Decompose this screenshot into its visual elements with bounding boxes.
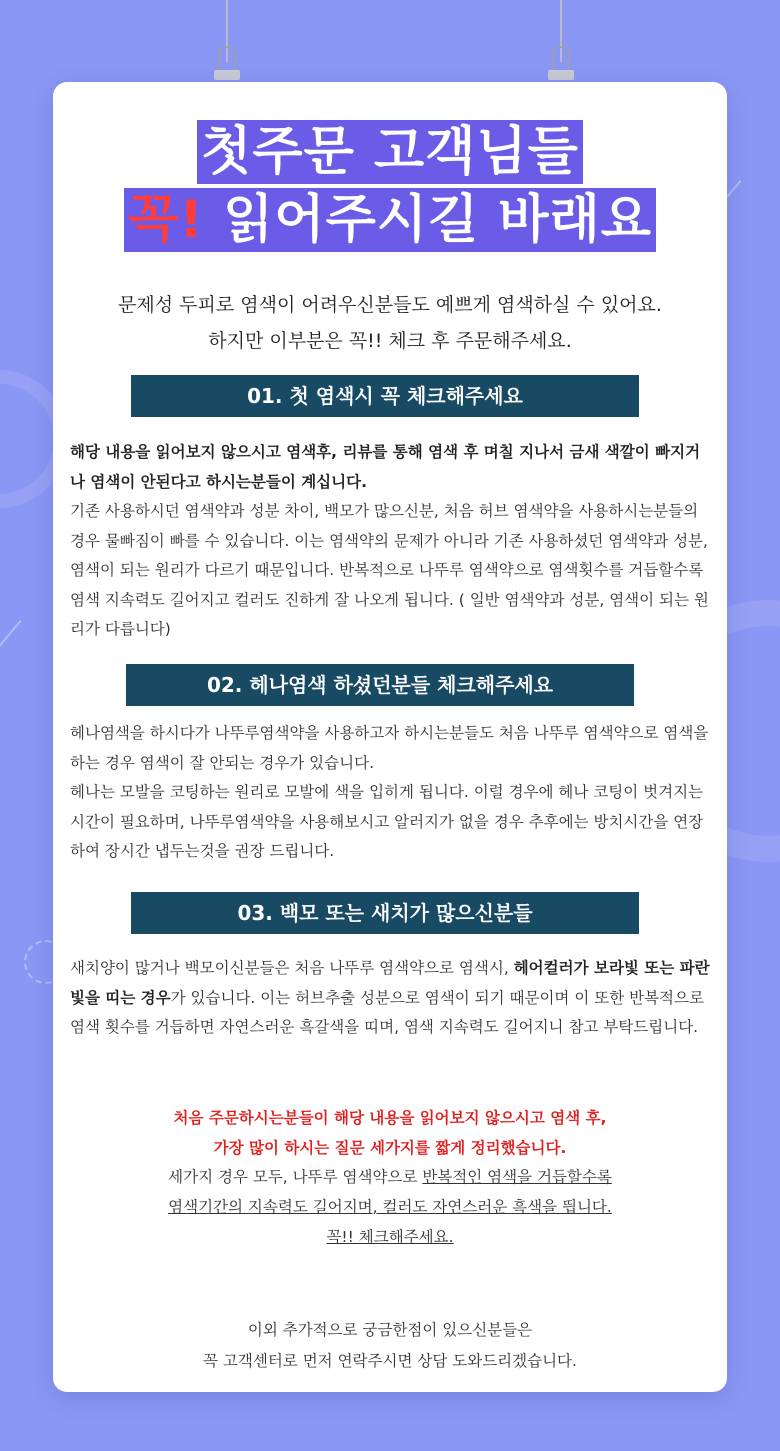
background-diagonal-line <box>0 620 22 690</box>
summary-underlined-text: 반복적인 염색을 거듭할수록 <box>422 1168 612 1186</box>
binder-clip-icon <box>214 46 240 80</box>
section-2-body <box>70 719 710 867</box>
section-3-text: 새치양이 많거나 백모이신분들은 처음 나뚜루 염색약으로 염색시, <box>70 959 514 977</box>
title-line-1: 첫주문 고객님들 <box>197 120 583 184</box>
footer-contact-note <box>53 1315 727 1377</box>
section-3-heading: 03. 백모 또는 새치가 많으신분들 <box>131 892 639 934</box>
title-accent: 꼭! <box>127 190 204 250</box>
summary-note <box>53 1162 727 1252</box>
section-1-bold-text: 해당 내용을 읽어보지 않으시고 염색후, 리뷰를 통해 염색 후 며칠 지나서 금새 색깔이 빠지거나 염색이 안된다고 하시는분들이 계십니다. <box>70 443 701 491</box>
summary-underlined-text: 꼭!! 체크해주세요. <box>326 1228 454 1246</box>
intro-line: 하지만 이부분은 꼭!! 체크 후 주문해주세요. <box>208 330 572 352</box>
page-title <box>53 120 727 252</box>
summary-red-note <box>53 1103 727 1163</box>
section-3-bold-text: 헤어컬러가 보라빛 또는 파란빛을 띠는 경우 <box>70 959 710 1007</box>
title-line-2-text: 읽어주시길 바래요 <box>203 190 653 250</box>
summary-underlined-text: 염색기간의 지속력도 길어지며, 컬러도 자연스러운 흑색을 띕니다. <box>168 1198 612 1216</box>
section-3-text: 가 있습니다. 이는 허브추출 성분으로 염색이 되기 때문이며 이 또한 반복적으로 염색 횟수를 거듭하면 자연스러운 흑갈색을 띠며, 염색 지속력도 길어지니 참고 부탁드립니다. <box>70 988 704 1036</box>
section-2-text: 헤나는 모발을 코팅하는 원리로 모발에 색을 입히게 됩니다. 이럴 경우에 헤나 코팅이 벗겨지는 시간이 필요하며, 나뚜루염색약을 사용해보시고 알러지가 없을 경우 추후에는 방치시간을 연장하여 장시간 냅두는것을 권장 드립니다. <box>70 783 704 860</box>
intro-line: 문제성 두피로 염색이 어려우신분들도 예쁘게 염색하실 수 있어요. <box>118 294 662 316</box>
notice-card <box>53 82 727 1392</box>
summary-red-line: 가장 많이 하시는 질문 세가지를 짧게 정리했습니다. <box>213 1139 567 1157</box>
section-1-heading: 01. 첫 염색시 꼭 체크해주세요 <box>131 375 639 417</box>
section-2-text: 헤나염색을 하시다가 나뚜루염색약을 사용하고자 하시는분들도 처음 나뚜루 염색약으로 염색을 하는 경우 염색이 잘 안되는 경우가 있습니다. <box>70 724 709 772</box>
summary-text: 세가지 경우 모두, 나뚜루 염색약으로 <box>168 1168 423 1186</box>
footer-line: 꼭 고객센터로 먼저 연락주시면 상담 도와드리겠습니다. <box>203 1352 577 1370</box>
section-1-body <box>70 438 710 645</box>
title-line-2 <box>124 188 656 252</box>
binder-clip-icon <box>548 46 574 80</box>
intro-text <box>53 287 727 359</box>
footer-line: 이외 추가적으로 궁금한점이 있으신분들은 <box>247 1321 533 1339</box>
section-3-body <box>70 954 710 1043</box>
section-2-heading: 02. 헤나염색 하셨던분들 체크해주세요 <box>126 664 634 706</box>
summary-red-line: 처음 주문하시는분들이 해당 내용을 읽어보지 않으시고 염색 후, <box>173 1109 607 1127</box>
section-1-text: 기존 사용하시던 염색약과 성분 차이, 백모가 많으신분, 처음 허브 염색약을 사용하시는분들의 경우 물빠짐이 빠를 수 있습니다. 이는 염색약의 문제가 아니라 기존 사용하셨던 염색약과 성분, 염색이 되는 원리가 다르기 때문입니다. 반복적으로 나뚜루 염색약으로 염색횟수를 거듭할수록 염색 지속력도 길어지고 컬러도 진하게 잘 나오게 됩니다. ( 일반 염색약과 성분, 염색이 되는 원리가 다릅니다) <box>70 502 709 638</box>
